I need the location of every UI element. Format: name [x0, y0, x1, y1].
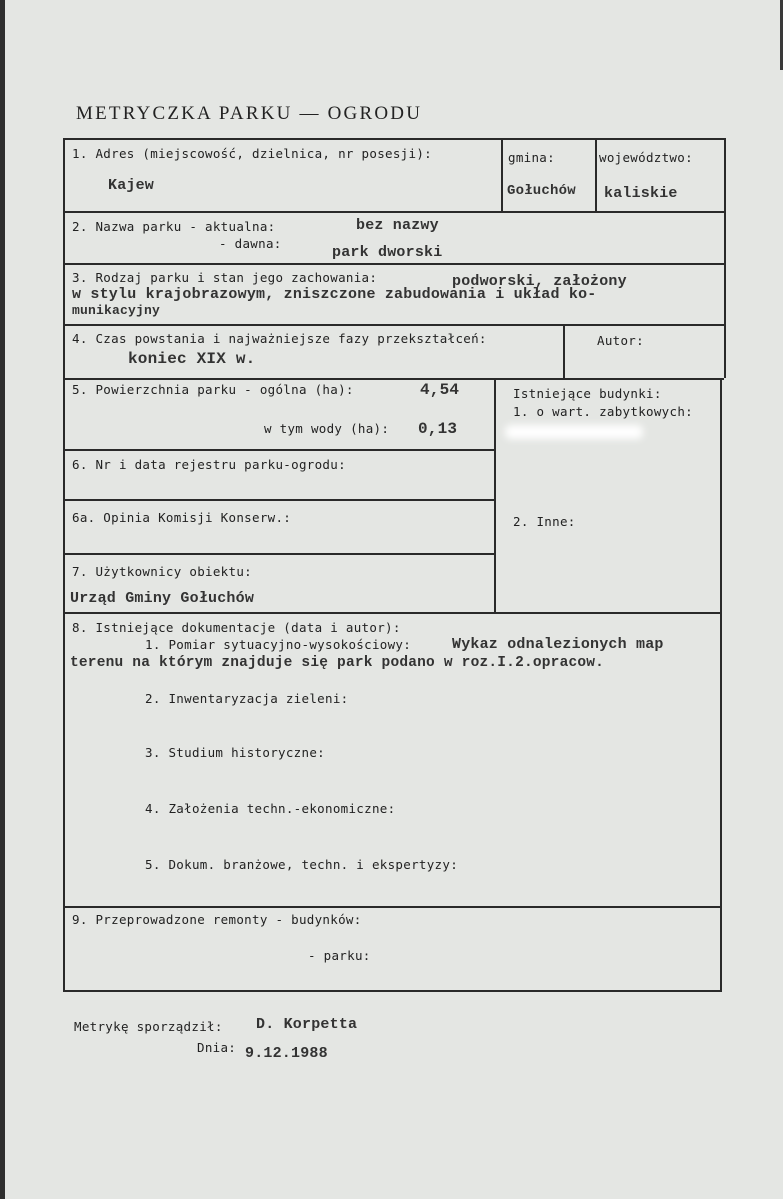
- prepared-by-label: Metrykę sporządził:: [74, 1019, 223, 1034]
- s1-wojewodztwo-value: kaliskie: [604, 185, 678, 202]
- s2-old-name-label: - dawna:: [219, 236, 282, 251]
- s7-users-value: Urząd Gminy Gołuchów: [70, 590, 255, 607]
- document-title: METRYCZKA PARKU — OGRODU: [76, 103, 423, 124]
- s8-survey-value-b: terenu na którym znajduje się park podano w roz.I.2.opracow.: [70, 655, 605, 671]
- s1-address-label: 1. Adres (miejscowość, dzielnica, nr posesji):: [72, 146, 432, 161]
- s1-address-value: Kajew: [108, 177, 155, 194]
- s4-time-value: koniec XIX w.: [128, 350, 256, 368]
- s3-type-value-line3: munikacyjny: [72, 303, 161, 318]
- s1-gmina-value: Gołuchów: [507, 183, 576, 199]
- s8-history-label: 3. Studium historyczne:: [145, 745, 325, 760]
- s2-old-name: park dworski: [332, 244, 443, 261]
- s3-type-value-line1: podworski, założony: [452, 273, 627, 290]
- buildings-other-label: 2. Inne:: [513, 514, 576, 529]
- s3-type-label: 3. Rodzaj parku i stan jego zachowania:: [72, 270, 378, 285]
- s3-type-value-line2: w stylu krajobrazowym, zniszczone zabudowania i układ ko-: [72, 286, 597, 303]
- date-label: Dnia:: [197, 1040, 237, 1055]
- s9-park-label: - parku:: [308, 948, 371, 963]
- s8-survey-label: 1. Pomiar sytuacyjno-wysokościowy:: [145, 637, 412, 652]
- redacted-blur: [505, 425, 643, 439]
- s1-gmina-label: gmina:: [508, 150, 555, 165]
- buildings-label: Istniejące budynki:: [513, 386, 662, 401]
- buildings-historic-label: 1. o wart. zabytkowych:: [513, 404, 693, 419]
- s6-register-label: 6. Nr i data rejestru parku-ogrodu:: [72, 457, 346, 472]
- s5-area-value: 4,54: [420, 381, 460, 399]
- s5-area-label: 5. Powierzchnia parku - ogólna (ha):: [72, 382, 354, 397]
- s4-time-label: 4. Czas powstania i najważniejsze fazy przekształceń:: [72, 331, 487, 346]
- s5-water-value: 0,13: [418, 420, 458, 438]
- s4-author-label: Autor:: [597, 333, 644, 348]
- s8-expertise-label: 5. Dokum. branżowe, techn. i ekspertyzy:: [145, 857, 459, 872]
- s8-survey-value-a: Wykaz odnalezionych map: [452, 636, 664, 653]
- scan-left-edge: [0, 0, 5, 1199]
- date-value: 9.12.1988: [245, 1045, 328, 1062]
- s9-repairs-label: 9. Przeprowadzone remonty - budynków:: [72, 912, 362, 927]
- s2-name-label: 2. Nazwa parku - aktualna:: [72, 219, 276, 234]
- s5-water-label: w tym wody (ha):: [264, 421, 390, 436]
- s1-wojewodztwo-label: województwo:: [599, 150, 693, 165]
- prepared-by-value: D. Korpetta: [256, 1016, 358, 1033]
- s8-economic-label: 4. Założenia techn.-ekonomiczne:: [145, 801, 396, 816]
- s8-docs-label: 8. Istniejące dokumentacje (data i autor):: [72, 620, 401, 635]
- s8-greenery-label: 2. Inwentaryzacja zieleni:: [145, 691, 349, 706]
- s2-current-name: bez nazwy: [356, 217, 439, 234]
- s7-users-label: 7. Użytkownicy obiektu:: [72, 564, 252, 579]
- s6a-opinion-label: 6a. Opinia Komisji Konserw.:: [72, 510, 292, 525]
